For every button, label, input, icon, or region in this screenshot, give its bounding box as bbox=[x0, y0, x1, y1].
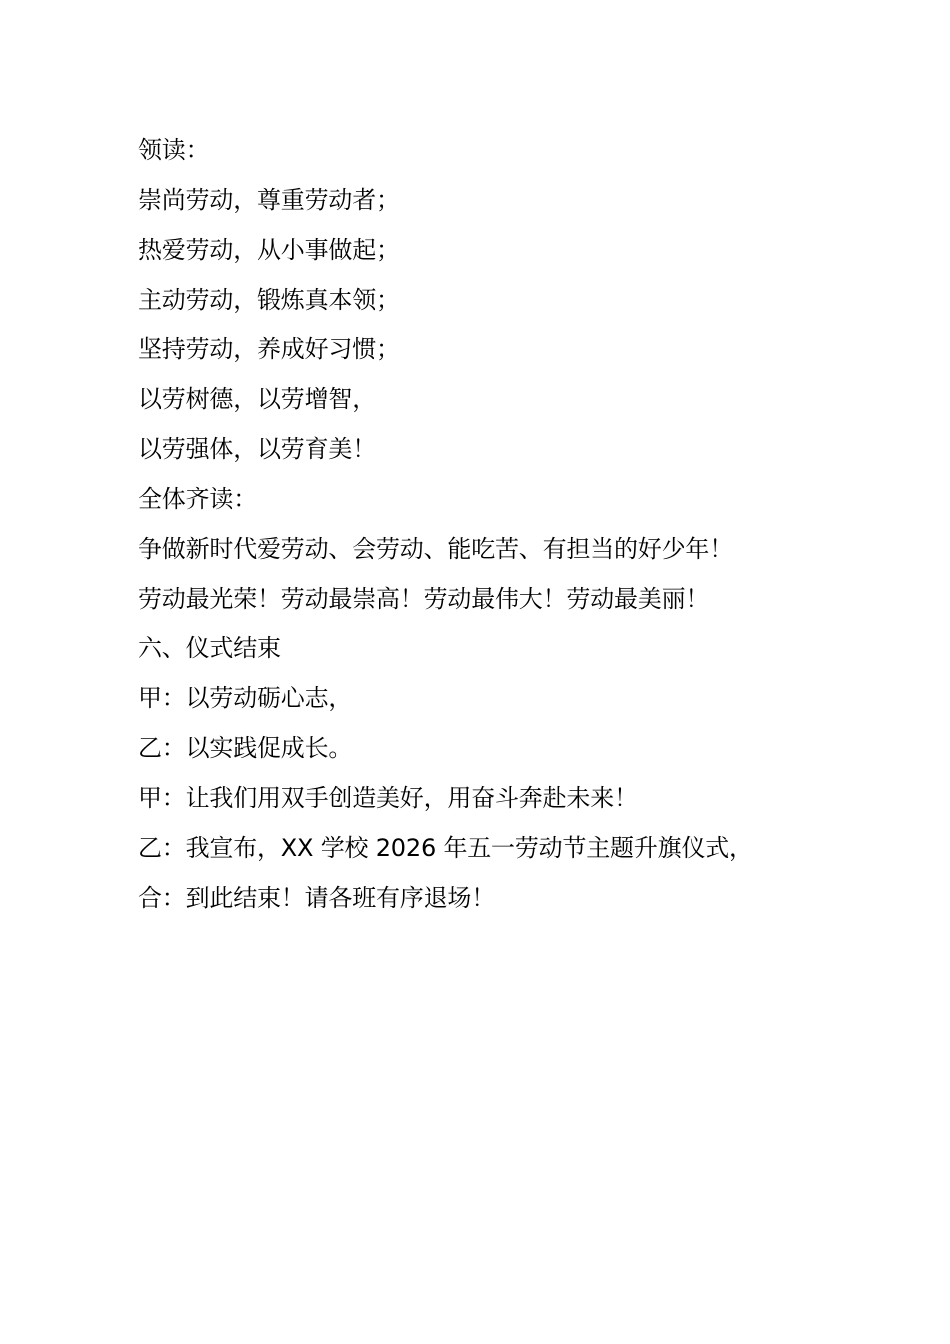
text-line: 以劳树德，以劳增智， bbox=[138, 385, 376, 414]
text-line: 乙：我宣布，XX 学校 2026 年五一劳动节主题升旗仪式， bbox=[138, 833, 753, 862]
text-line: 争做新时代爱劳动、会劳动、能吃苦、有担当的好少年！ bbox=[138, 534, 733, 563]
text-line: 甲：让我们用双手创造美好，用奋斗奔赴未来！ bbox=[138, 783, 638, 812]
text-line: 崇尚劳动，尊重劳动者； bbox=[138, 185, 400, 214]
heading-all-reading: 全体齐读： bbox=[138, 484, 257, 513]
text-line: 甲：以劳动砺心志， bbox=[138, 684, 353, 713]
heading-lead-reading: 领读： bbox=[138, 136, 210, 164]
text-line: 坚持劳动，养成好习惯； bbox=[138, 335, 400, 364]
text-line: 合：到此结束！请各班有序退场！ bbox=[138, 883, 495, 912]
section-heading: 六、仪式结束 bbox=[138, 634, 281, 663]
text-line: 以劳强体，以劳育美！ bbox=[138, 435, 376, 464]
document-body bbox=[138, 126, 838, 924]
text-line: 热爱劳动，从小事做起； bbox=[138, 235, 400, 264]
text-line: 主动劳动，锻炼真本领； bbox=[138, 285, 400, 314]
text-line: 乙：以实践促成长。 bbox=[138, 734, 353, 763]
text-line: 劳动最光荣！劳动最崇高！劳动最伟大！劳动最美丽！ bbox=[138, 584, 710, 613]
